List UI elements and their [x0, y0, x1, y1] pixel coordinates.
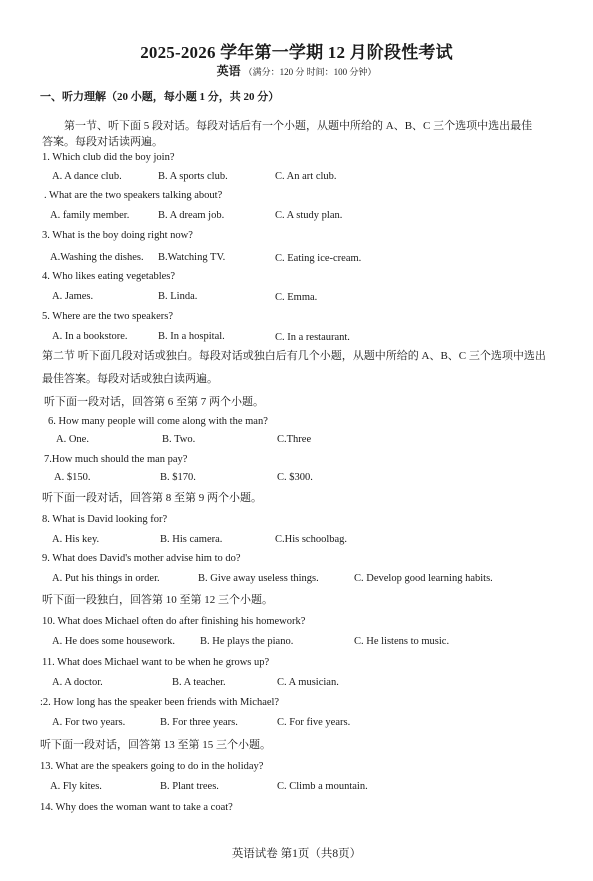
- q12-option-a: A. For two years.: [52, 717, 126, 728]
- question-3: 3. What is the boy doing right now?: [42, 230, 193, 241]
- question-8: 8. What is David looking for?: [42, 514, 168, 525]
- q5-option-b: B. In a hospital.: [158, 331, 225, 342]
- exam-title: 2025-2026 学年第一学期 12 月阶段性考试: [140, 43, 453, 62]
- q3-option-a: A.Washing the dishes.: [50, 252, 144, 263]
- exam-subtitle: [0, 62, 593, 79]
- page-footer: 英语试卷 第1页（共8页）: [231, 848, 362, 860]
- subject-label: 英语: [216, 64, 241, 78]
- q9-option-b: B. Give away useless things.: [198, 573, 319, 584]
- part2-instructions: 第二节 听下面几段对话或独白。每段对话或独白后有几个小题，从题中所给的 A、B、C 三个选项中选出: [42, 350, 546, 362]
- question-14: 14. Why does the woman want to take a coat?: [40, 802, 233, 813]
- question-13: 13. What are the speakers going to do in the holiday?: [40, 761, 264, 772]
- question-4: 4. Who likes eating vegetables?: [42, 271, 176, 282]
- question-1: 1. Which club did the boy join?: [42, 152, 175, 163]
- q13-option-b: B. Plant trees.: [160, 781, 219, 792]
- q3-option-c: C. Eating ice-cream.: [275, 253, 362, 264]
- q13-option-a: A. Fly kites.: [50, 781, 102, 792]
- listen-instruction-10-12: 听下面一段独白，回答第 10 至第 12 三个小题。: [42, 594, 273, 606]
- q4-option-c: C. Emma.: [275, 292, 318, 303]
- q10-option-c: C. He listens to music.: [354, 636, 450, 647]
- q2-option-c: C. A study plan.: [275, 210, 343, 221]
- part1-instructions: 第一节、听下面 5 段对话。每段对话后有一个小题，从题中所给的 A、B、C 三个选项中选出最佳: [64, 120, 533, 132]
- q3-option-b: B.Watching TV.: [158, 252, 226, 263]
- question-6: 6. How many people will come along with the man?: [48, 416, 268, 427]
- q12-option-c: C. For five years.: [277, 717, 351, 728]
- question-5: 5. Where are the two speakers?: [42, 311, 173, 322]
- q9-option-c: C. Develop good learning habits.: [354, 573, 493, 584]
- question-9: 9. What does David's mother advise him to do?: [42, 553, 241, 564]
- q9-option-a: A. Put his things in order.: [52, 573, 160, 584]
- q7-option-c: C. $300.: [277, 472, 313, 483]
- question-11: 11. What does Michael want to be when he grows up?: [42, 657, 270, 668]
- q2-option-a: A. family member.: [50, 210, 130, 221]
- listen-instruction-13-15: 听下面一段对话，回答第 13 至第 15 三个小题。: [40, 739, 271, 751]
- q7-option-a: A. $150.: [54, 472, 91, 483]
- q6-option-a: A. One.: [56, 434, 89, 445]
- question-7: 7.How much should the man pay?: [44, 454, 188, 465]
- q11-option-b: B. A teacher.: [172, 677, 226, 688]
- q8-option-b: B. His camera.: [160, 534, 223, 545]
- exam-info: （满分：120 分 时间：100 分钟）: [243, 67, 377, 77]
- q1-option-a: A. A dance club.: [52, 171, 122, 182]
- part1-instructions-cont: 答案。每段对话读两遍。: [42, 136, 163, 148]
- q4-option-a: A. James.: [52, 291, 94, 302]
- part2-instructions-cont: 最佳答案。每段对话或独白读两遍。: [42, 373, 218, 385]
- section-heading: 一、听力理解（20 小题，每小题 1 分，共 20 分）: [40, 91, 280, 103]
- q11-option-a: A. A doctor.: [52, 677, 103, 688]
- q7-option-b: B. $170.: [160, 472, 196, 483]
- q1-option-b: B. A sports club.: [158, 171, 228, 182]
- q6-option-b: B. Two.: [162, 434, 196, 445]
- q6-option-c: C.Three: [277, 434, 312, 445]
- question-2: . What are the two speakers talking about?: [44, 190, 223, 201]
- q5-option-a: A. In a bookstore.: [52, 331, 128, 342]
- listen-instruction-6-7: 听下面一段对话，回答第 6 至第 7 两个小题。: [44, 396, 264, 408]
- q11-option-c: C. A musician.: [277, 677, 339, 688]
- q5-option-c: C. In a restaurant.: [275, 332, 350, 343]
- q1-option-c: C. An art club.: [275, 171, 337, 182]
- q2-option-b: B. A dream job.: [158, 210, 225, 221]
- q12-option-b: B. For three years.: [160, 717, 238, 728]
- q10-option-a: A. He does some housework.: [52, 636, 176, 647]
- listen-instruction-8-9: 听下面一段对话，回答第 8 至第 9 两个小题。: [42, 492, 262, 504]
- q10-option-b: B. He plays the piano.: [200, 636, 294, 647]
- q8-option-a: A. His key.: [52, 534, 100, 545]
- q4-option-b: B. Linda.: [158, 291, 198, 302]
- question-10: 10. What does Michael often do after finishing his homework?: [42, 616, 306, 627]
- q8-option-c: C.His schoolbag.: [275, 534, 348, 545]
- question-12: :2. How long has the speaker been friends with Michael?: [40, 697, 280, 708]
- q13-option-c: C. Climb a mountain.: [277, 781, 368, 792]
